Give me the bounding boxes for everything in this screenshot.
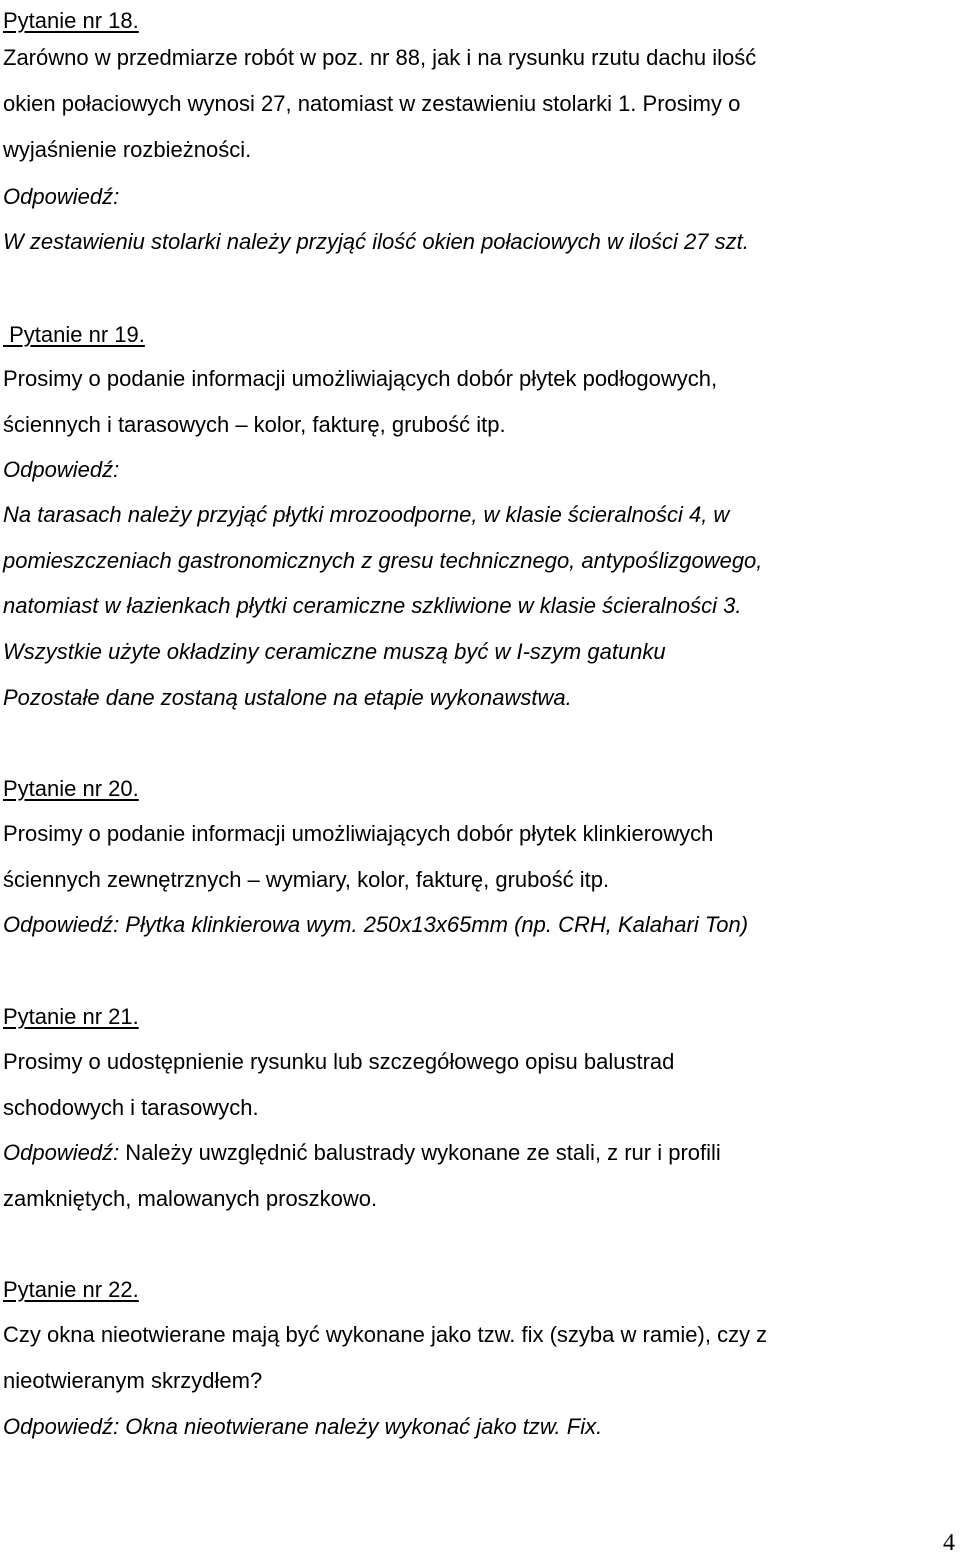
question-20-answer [3, 912, 748, 938]
question-22-heading: Pytanie nr 22. [3, 1277, 139, 1302]
question-21-text-line-2: schodowych i tarasowych. [3, 1095, 259, 1120]
question-19-text-line-2: ściennych i tarasowych – kolor, fakturę, grubość itp. [3, 412, 506, 437]
question-19-answer-label: Odpowiedź: [3, 457, 120, 482]
question-18-text-line-2: okien połaciowych wynosi 27, natomiast w zestawieniu stolarki 1. Prosimy o [3, 91, 741, 116]
question-19-answer-line-3: natomiast w łazienkach płytki ceramiczne szkliwione w klasie ścieralności 3. [3, 593, 742, 618]
question-22-answer-text: Okna nieotwierane należy wykonać jako tzw. Fix. [119, 1414, 603, 1439]
question-19-answer-line-1: Na tarasach należy przyjąć płytki mrozoodporne, w klasie ścieralności 4, w [3, 502, 730, 527]
question-20-answer-text: Płytka klinkierowa wym. 250x13x65mm (np. CRH, Kalahari Ton) [119, 912, 749, 937]
question-19-answer-line-5: Pozostałe dane zostaną ustalone na etapie wykonawstwa. [3, 685, 572, 710]
question-22-answer-label: Odpowiedź: [3, 1414, 120, 1439]
question-20-answer-label: Odpowiedź: [3, 912, 120, 937]
question-19-answer-line-2: pomieszczeniach gastronomicznych z gresu technicznego, antypoślizgowego, [3, 548, 763, 573]
question-19-heading: Pytanie nr 19. [3, 322, 145, 347]
question-19-text-line-1: Prosimy o podanie informacji umożliwiających dobór płytek podłogowych, [3, 366, 718, 391]
question-20-heading: Pytanie nr 20. [3, 776, 139, 801]
question-22-answer [3, 1414, 602, 1440]
question-21-answer-line-2: zamkniętych, malowanych proszkowo. [3, 1186, 378, 1211]
question-21-heading: Pytanie nr 21. [3, 1004, 139, 1029]
page-number: 4 [943, 1530, 955, 1556]
question-18-heading: Pytanie nr 18. [3, 8, 139, 33]
question-18-text-line-3: wyjaśnienie rozbieżności. [3, 137, 252, 162]
question-21-answer [3, 1140, 721, 1166]
question-20-text-line-1: Prosimy o podanie informacji umożliwiających dobór płytek klinkierowych [3, 821, 714, 846]
question-21-text-line-1: Prosimy o udostępnienie rysunku lub szczegółowego opisu balustrad [3, 1049, 675, 1074]
question-21-answer-text: Należy uwzględnić balustrady wykonane ze stali, z rur i profili [119, 1140, 721, 1165]
question-21-answer-label: Odpowiedź: [3, 1140, 120, 1165]
question-18-answer-label: Odpowiedź: [3, 184, 120, 209]
question-18-text-line-1: Zarówno w przedmiarze robót w poz. nr 88, jak i na rysunku rzutu dachu ilość [3, 45, 757, 70]
question-18-answer-line-1: W zestawieniu stolarki należy przyjąć ilość okien połaciowych w ilości 27 szt. [3, 229, 749, 254]
question-22-text-line-1: Czy okna nieotwierane mają być wykonane jako tzw. fix (szyba w ramie), czy z [3, 1322, 768, 1347]
question-22-text-line-2: nieotwieranym skrzydłem? [3, 1368, 263, 1393]
question-19-answer-line-4: Wszystkie użyte okładziny ceramiczne muszą być w I-szym gatunku [3, 639, 666, 664]
question-20-text-line-2: ściennych zewnętrznych – wymiary, kolor, fakturę, grubość itp. [3, 867, 610, 892]
